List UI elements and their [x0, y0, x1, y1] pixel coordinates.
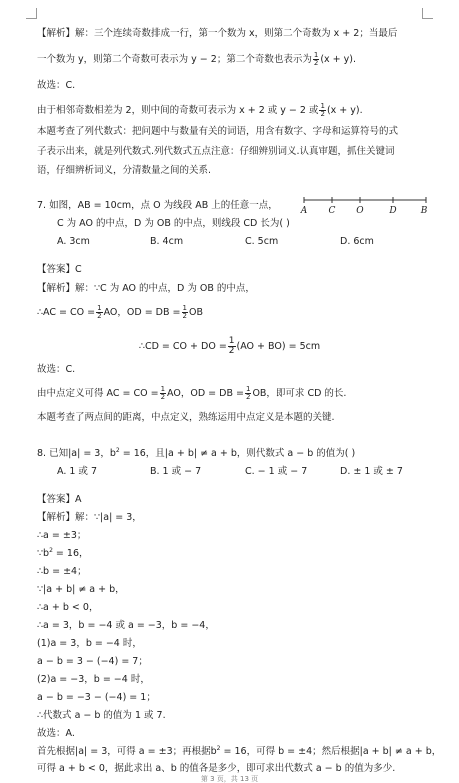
label-a: A [300, 206, 308, 216]
solution-8-line-8: (1)a = 3，b = −4 时， [37, 638, 142, 649]
summary-7: 本题考查了两点间的距离，中点定义，熟练运用中点定义是本题的关键. [37, 412, 335, 423]
fraction-half [313, 52, 319, 67]
solution-8-line-1: 【解析】解：∵|a| = 3， [37, 512, 142, 523]
text: (AO + BO) = 5cm [236, 341, 321, 352]
text: (x + y). [320, 54, 356, 65]
option-b: B. 1 或 − 7 [150, 466, 202, 477]
solution-8-line-4: ∴b = ±4； [37, 566, 87, 577]
frac-den: 2 [97, 312, 102, 320]
solution-8-line-5: ∵|a + b| ≠ a + b， [37, 584, 125, 595]
frac-num: 1 [97, 304, 102, 312]
superscript: 2 [216, 744, 221, 752]
fraction-half [228, 337, 236, 356]
frac-den: 2 [313, 59, 319, 67]
explanation-8-line-2: 可得 a + b < 0，据此求出 a、b 的值各是多少，即可求出代数式 a − b 的值为多少. [37, 763, 396, 774]
option-d: D. ± 1 或 ± 7 [340, 466, 403, 477]
solution-7-line-2 [37, 305, 439, 320]
solution-8-line-3 [37, 548, 439, 559]
option-a: A. 1 或 7 [57, 466, 97, 477]
text: ∵b [37, 548, 50, 559]
text: OB，即可求 CD 的长. [252, 388, 347, 399]
text: (x + y). [326, 105, 363, 116]
frac-num: 1 [182, 304, 187, 312]
answer-label-8: 【答案】A [37, 494, 82, 505]
fraction-half [96, 305, 102, 320]
question-7-line-1: 7. 如图，AB = 10cm，点 O 为线段 AB 上的任意一点， [37, 200, 278, 211]
text: 由于相邻奇数相差为 2，则中间的奇数可表示为 x + 2 或 y − 2 或 [37, 105, 319, 116]
solution-7-line-1: 【解析】解：∵C 为 AO 的中点，D 为 OB 的中点， [37, 283, 255, 294]
analysis-line-2 [37, 52, 439, 67]
label-c: C [328, 206, 336, 216]
solution-8-line-11: a − b = −3 − (−4) = 1； [37, 692, 156, 703]
crop-mark-top-right [422, 8, 433, 19]
text: AO，OD = DB = [103, 307, 181, 318]
question-7-line-2: C 为 AO 的中点，D 为 OB 的中点，则线段 CD 长为( ) [57, 218, 290, 229]
segment-diagram-svg [300, 194, 430, 216]
frac-num: 1 [228, 336, 235, 346]
frac-num: 1 [320, 102, 325, 110]
text: = 16，可得 b = ±4；然后根据|a + b| ≠ a + b， [220, 746, 442, 757]
text: 8. 已知|a| = 3，b [37, 448, 116, 459]
text: 一个数为 y，则第二个奇数可表示为 y − 2；第二个奇数也表示为 [37, 54, 312, 65]
frac-num: 1 [313, 51, 319, 59]
text: 由中点定义可得 AC = CO = [37, 388, 159, 399]
explanation-7 [37, 386, 439, 401]
option-b: B. 4cm [150, 236, 184, 247]
frac-den: 2 [160, 393, 166, 401]
segment-diagram [300, 194, 430, 216]
question-8-line-1 [37, 448, 439, 459]
fraction-half [160, 386, 166, 401]
option-a: A. 3cm [57, 236, 90, 247]
solution-8-line-6: ∴a + b < 0， [37, 602, 99, 613]
fraction-half [245, 386, 251, 401]
answer-choice-8: 故选：A. [37, 728, 75, 739]
label-o: O [356, 206, 364, 216]
frac-den: 2 [182, 312, 187, 320]
frac-num: 1 [160, 385, 166, 393]
frac-den: 2 [245, 393, 251, 401]
solution-8-line-12: ∴代数式 a − b 的值为 1 或 7. [37, 710, 166, 721]
text: ∴AC = CO = [37, 307, 96, 318]
text: ∴CD = CO + DO = [138, 341, 227, 352]
solution-8-line-10: (2)a = −3，b = −4 时， [37, 674, 150, 685]
solution-7-equation [0, 337, 459, 356]
crop-mark-top-left [26, 8, 37, 19]
option-d: D. 6cm [340, 236, 374, 247]
text: OB [188, 307, 203, 318]
solution-8-line-9: a − b = 3 − (−4) = 7； [37, 656, 148, 667]
explanation-8-line-1 [37, 744, 442, 757]
summary-line-1: 本题考查了列代数式：把问题中与数量有关的词语，用含有数字、字母和运算符号的式 [37, 126, 399, 137]
fraction-half [182, 305, 188, 320]
answer-choice-7: 故选：C. [37, 364, 76, 375]
superscript: 2 [49, 546, 53, 554]
frac-num: 1 [245, 385, 251, 393]
text: = 16， [52, 548, 89, 559]
solution-8-line-2: ∴a = ±3； [37, 530, 87, 541]
label-d: D [389, 206, 397, 216]
explanation-line [37, 103, 439, 118]
superscript: 2 [115, 446, 120, 454]
summary-line-2: 子表示出来，就是列代数式.列代数式五点注意：仔细辨别词义.认真审题，抓住关键词 [37, 146, 395, 157]
frac-den: 2 [320, 110, 325, 118]
fraction-half [319, 103, 325, 118]
text: = 16，且|a + b| ≠ a + b，则代数式 a − b 的值为( ) [119, 448, 356, 459]
summary-line-3: 语，仔细辨析词义，分清数量之间的关系. [37, 165, 212, 176]
answer-label-7: 【答案】C [37, 264, 82, 275]
solution-8-line-7: ∴a = 3，b = −4 或 a = −3，b = −4， [37, 620, 215, 631]
label-b: B [420, 206, 428, 216]
text: 首先根据|a| = 3，可得 a = ±3；再根据b [37, 746, 217, 757]
option-c: C. − 1 或 − 7 [245, 466, 308, 477]
analysis-line-1: 【解析】解：三个连续奇数排成一行，第一个数为 x，则第二个奇数为 x + 2；当最后 [37, 28, 398, 39]
text: AO，OD = DB = [167, 388, 244, 399]
frac-den: 2 [228, 346, 235, 356]
answer-choice-1: 故选：C. [37, 80, 76, 91]
option-c: C. 5cm [245, 236, 279, 247]
page-footer: 第 3 页，共 13 页 [200, 775, 259, 783]
